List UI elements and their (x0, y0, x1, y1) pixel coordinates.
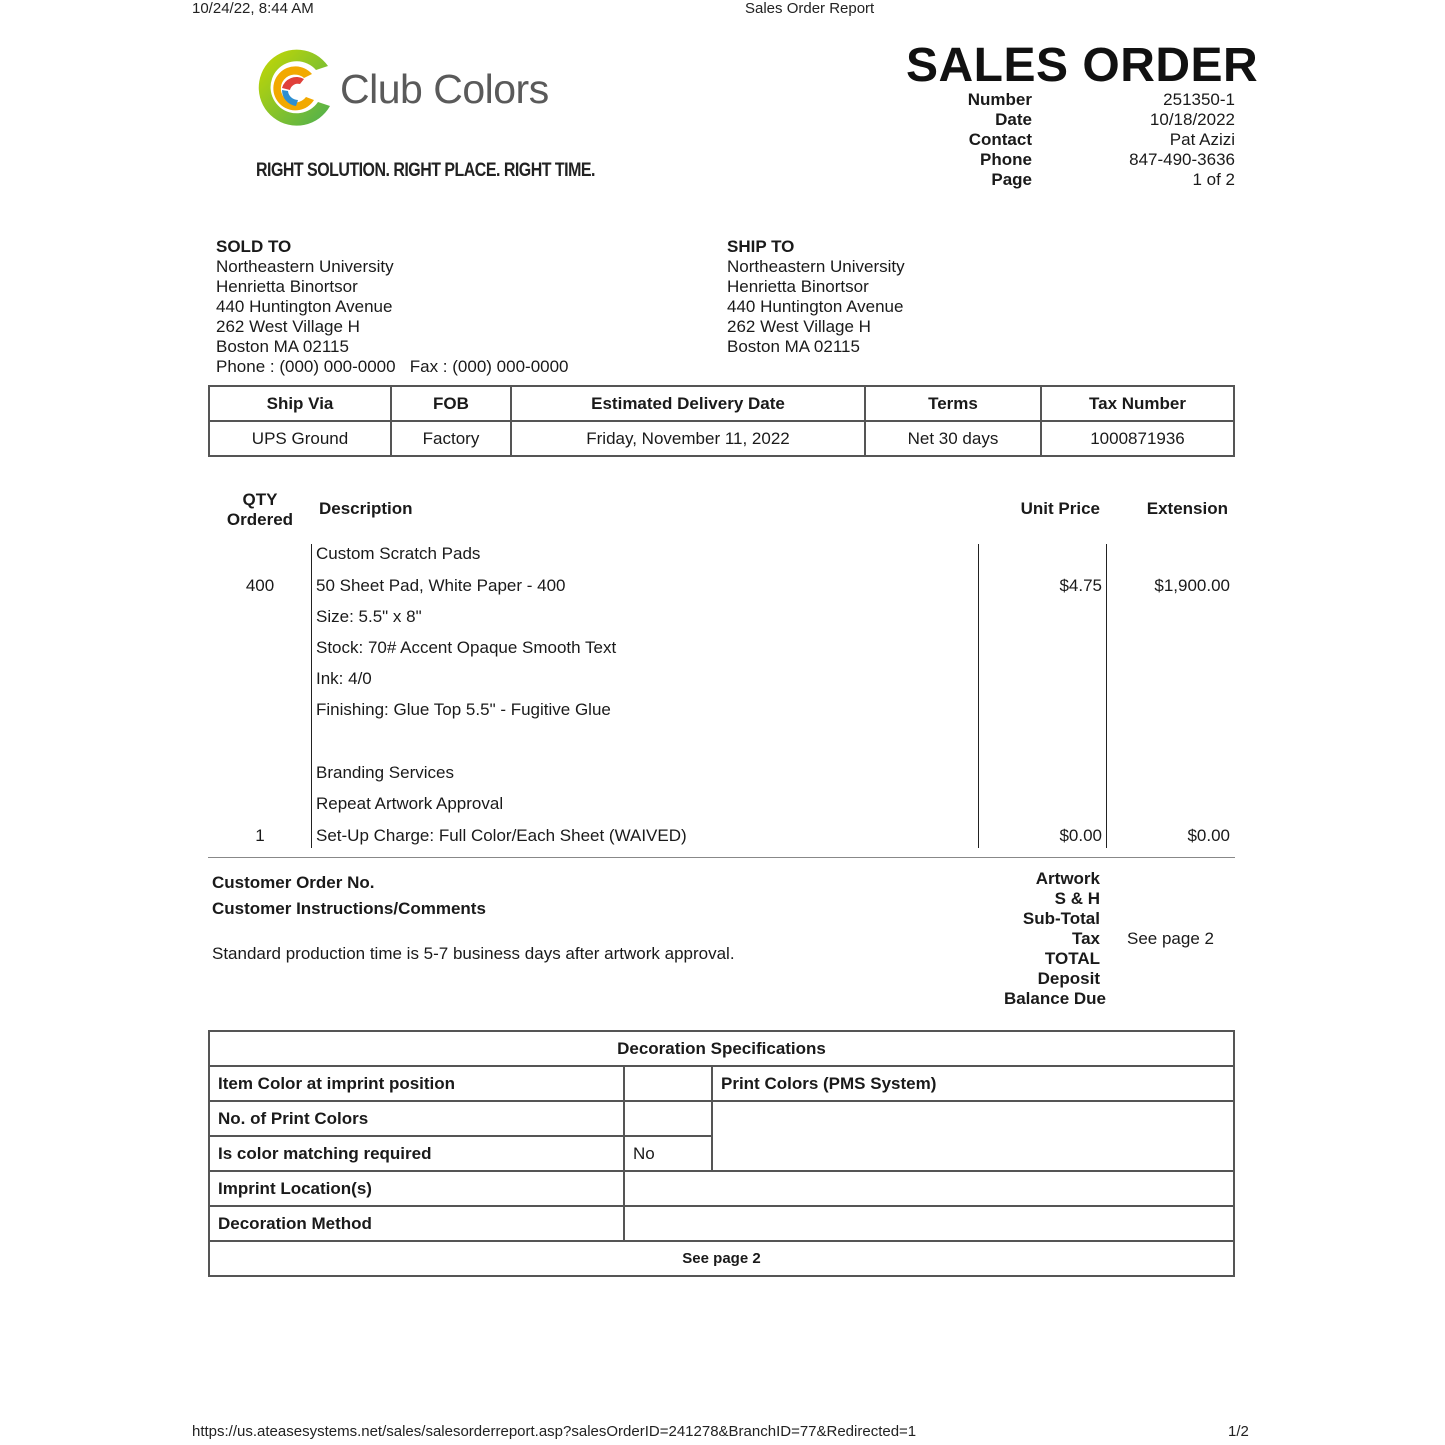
item-description: Branding Services (316, 763, 454, 782)
items-separator (208, 857, 1235, 858)
shipping-table (208, 385, 1235, 457)
ship-to-line: Henrietta Binortsor (727, 277, 869, 296)
item-description: 50 Sheet Pad, White Paper - 400 (316, 576, 566, 595)
customer-instructions-text: Standard production time is 5-7 business days after artwork approval. (212, 944, 735, 963)
sold-to-line: 440 Huntington Avenue (216, 297, 393, 316)
meta-value: 251350-1 (1163, 90, 1235, 109)
meta-label: Contact (968, 130, 1032, 149)
ship-to-line: 440 Huntington Avenue (727, 297, 904, 316)
meta-label: Number (967, 90, 1032, 109)
totals-label: TOTAL (1044, 949, 1100, 968)
shipping-header: Tax Number (1041, 386, 1234, 421)
sold-to-block (216, 237, 569, 377)
print-datetime: 10/24/22, 8:44 AM (192, 0, 314, 17)
qty-header-line: Ordered (226, 510, 294, 529)
totals-label: S & H (1054, 889, 1100, 908)
extension-header: Extension (1146, 499, 1228, 518)
description-header: Description (319, 499, 413, 518)
imprint-location-value (624, 1171, 1234, 1206)
ship-to-line: Boston MA 02115 (727, 337, 860, 356)
list-item (0, 607, 1445, 638)
customer-order-no-label: Customer Order No. (212, 873, 375, 892)
shipping-header: Terms (865, 386, 1041, 421)
shipping-value: UPS Ground (209, 421, 391, 456)
shipping-header: Ship Via (209, 386, 391, 421)
order-meta-labels (912, 90, 1032, 190)
imprint-location-label: Imprint Location(s) (209, 1171, 624, 1206)
list-item (0, 544, 1445, 575)
item-unit-price: $4.75 (1059, 576, 1102, 595)
ship-to-block (727, 237, 905, 357)
sold-to-line: 262 West Village H (216, 317, 360, 336)
item-unit-price: $0.00 (1059, 826, 1102, 845)
company-name: Club Colors (340, 66, 549, 112)
list-item (0, 763, 1445, 794)
item-description: Stock: 70# Accent Opaque Smooth Text (316, 638, 617, 657)
shipping-header: Estimated Delivery Date (511, 386, 865, 421)
sold-to-heading: SOLD TO (216, 237, 292, 256)
item-qty: 1 (255, 826, 265, 845)
item-description: Repeat Artwork Approval (316, 794, 504, 813)
totals-label: Tax (1071, 929, 1100, 948)
document-title: SALES ORDER (906, 39, 1259, 92)
num-print-colors-value (624, 1101, 712, 1136)
item-description: Size: 5.5" x 8" (316, 607, 422, 626)
shipping-value: Friday, November 11, 2022 (511, 421, 865, 456)
print-colors-label: Print Colors (PMS System) (712, 1066, 1234, 1101)
print-colors-value (712, 1101, 1234, 1171)
meta-value: 1 of 2 (1192, 170, 1235, 189)
qty-header-line: QTY (242, 490, 278, 509)
print-page-number: 1/2 (1228, 1423, 1249, 1440)
sold-to-phone-fax: Phone : (000) 000-0000 Fax : (000) 000-0000 (216, 357, 569, 376)
shipping-header: FOB (391, 386, 511, 421)
item-description: Custom Scratch Pads (316, 544, 481, 563)
list-item (0, 669, 1445, 700)
color-matching-value: No (624, 1136, 712, 1171)
list-item (0, 700, 1445, 731)
meta-label: Page (991, 170, 1032, 189)
decoration-title: Decoration Specifications (209, 1031, 1234, 1066)
sold-to-line: Henrietta Binortsor (216, 277, 358, 296)
company-tagline: RIGHT SOLUTION. RIGHT PLACE. RIGHT TIME. (256, 160, 595, 181)
list-item (0, 576, 1445, 607)
shipping-value: Factory (391, 421, 511, 456)
decoration-specifications-table (208, 1030, 1235, 1277)
decoration-method-label: Decoration Method (209, 1206, 624, 1241)
meta-value: 10/18/2022 (1149, 110, 1235, 129)
shipping-value: 1000871936 (1041, 421, 1234, 456)
order-meta-values (1015, 90, 1235, 190)
item-description: Finishing: Glue Top 5.5" - Fugitive Glue (316, 700, 611, 719)
totals-label: Balance Due (1003, 989, 1106, 1008)
customer-instructions-label: Customer Instructions/Comments (212, 899, 486, 918)
logo-swirl-icon (252, 44, 338, 130)
unit-price-header: Unit Price (1020, 499, 1100, 518)
ship-to-heading: SHIP TO (727, 237, 795, 256)
sold-to-line: Boston MA 02115 (216, 337, 349, 356)
meta-label: Phone (980, 150, 1032, 169)
meta-label: Date (995, 110, 1032, 129)
sold-to-line: Northeastern University (216, 257, 394, 276)
ship-to-line: Northeastern University (727, 257, 905, 276)
print-report-title: Sales Order Report (745, 0, 875, 17)
totals-label: Artwork (1035, 869, 1100, 888)
color-matching-label: Is color matching required (209, 1136, 624, 1171)
decoration-method-value (624, 1206, 1234, 1241)
item-extension: $0.00 (1187, 826, 1230, 845)
decoration-footer-note: See page 2 (209, 1241, 1234, 1276)
item-description: Ink: 4/0 (316, 669, 372, 688)
item-color-label: Item Color at imprint position (209, 1066, 624, 1101)
totals-label: Sub-Total (1022, 909, 1100, 928)
item-qty: 400 (245, 576, 275, 595)
num-print-colors-label: No. of Print Colors (209, 1101, 624, 1136)
item-description: Set-Up Charge: Full Color/Each Sheet (WAIVED) (316, 826, 687, 845)
item-color-value (624, 1066, 712, 1101)
totals-label: Deposit (1037, 969, 1100, 988)
list-item (0, 638, 1445, 669)
list-item (0, 826, 1445, 857)
club-colors-logo (252, 44, 338, 135)
list-item (0, 794, 1445, 825)
meta-value: 847-490-3636 (1129, 150, 1235, 169)
qty-ordered-header (220, 490, 300, 530)
totals-note: See page 2 (1127, 929, 1214, 948)
print-url: https://us.ateasesystems.net/sales/salesorderreport.asp?salesOrderID=241278&BranchID=77&Redirected=1 (192, 1423, 917, 1440)
shipping-value: Net 30 days (865, 421, 1041, 456)
totals-labels (960, 869, 1106, 1009)
item-extension: $1,900.00 (1154, 576, 1230, 595)
ship-to-line: 262 West Village H (727, 317, 871, 336)
meta-value: Pat Azizi (1169, 130, 1235, 149)
